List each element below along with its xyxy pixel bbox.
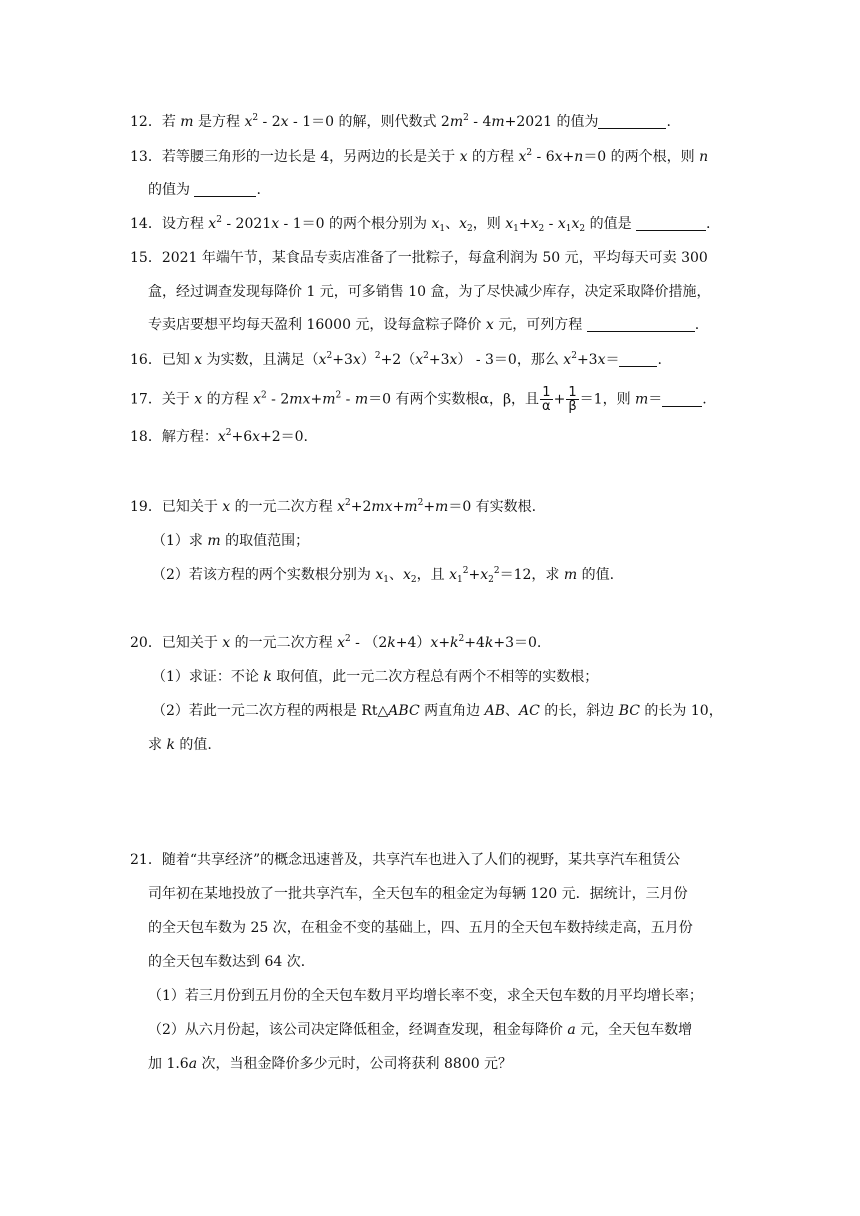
question-20-part-2-line2: 求 k 的值. (148, 737, 212, 753)
question-number: 18． (130, 429, 162, 445)
fraction-1-over-alpha: $\frac{1}{\alpha}$ (542, 385, 551, 414)
answer-blank (587, 317, 695, 332)
question-number: 16． (130, 352, 162, 368)
question-21-part-2-line2: 加 1.6a 次，当租金降价多少元时，公司将获利 8800 元？ (148, 1056, 513, 1072)
question-number: 14． (130, 216, 162, 232)
answer-blank (636, 216, 706, 231)
fraction-1-over-beta: $\frac{1}{\beta}$ (568, 385, 577, 414)
question-21-part-1: （1）若三月份到五月份的全天包车数月平均增长率不变，求全天包车数的月平均增长率； (148, 988, 703, 1004)
question-number: 12． (130, 114, 162, 130)
question-number: 17． (130, 391, 162, 408)
question-20: 20．已知关于 x 的一元二次方程 $x^2 - (2k+4)x+k^2+4k+3=0$. (130, 634, 542, 651)
question-18: 18．解方程：$x^2+6x+2=0$. (130, 428, 309, 445)
question-14: 14．设方程 $x^2 - 2021x - 1=0$ 的两个根分别为 $x_1$、$x_2$，则 $x_1+x_2 - x_1x_2$ 的值是 . (130, 215, 711, 234)
answer-blank (662, 392, 702, 407)
question-21-part-2: （2）从六月份起，该公司决定降低租金，经调查发现，租金每降价 a 元，全天包车数增 (148, 1022, 693, 1038)
question-13: 13．若等腰三角形的一边长是 4，另两边的长是关于 x 的方程 $x^2 - 6x+n=0$ 的两个根，则 n (130, 148, 709, 165)
question-16: 16．已知 x 为实数，且满足$(x^2+3x)^2+2(x^2+3x) - 3=0$，那么 $x^2+3x=$ . (130, 351, 662, 368)
answer-blank (598, 114, 666, 129)
question-19-part-2: （2）若该方程的两个实数根分别为 $x_1$、$x_2$，且 $x_1^2+x_2^2=12$，求 m 的值. (152, 566, 615, 585)
question-number: 19． (130, 499, 162, 515)
question-15-line2: 盒，经过调查发现每降价 1 元，可多销售 10 盒，为了尽快减少库存，决定采取降价措施， (148, 284, 711, 300)
question-number: 15． (130, 250, 162, 266)
question-13-line2: 的值为 . (148, 182, 261, 198)
question-19: 19．已知关于 x 的一元二次方程 $x^2+2mx+m^2+m=0$ 有实数根. (130, 498, 537, 515)
question-17: 17．关于 x 的方程 $x^2 - 2mx+m^2 - m=0$ 有两个实数根α，β，且 $\frac{1}{\alpha}$ + $\frac{1}{\beta}$ ＝1，则 m＝ . (130, 385, 707, 414)
question-19-part-1: （1）求 m 的取值范围； (152, 533, 310, 549)
question-21-line4: 的全天包车数达到 64 次． (148, 954, 315, 970)
question-15: 15．2021 年端午节，某食品专卖店准备了一批粽子，每盒利润为 50 元，平均每天可卖 300 (130, 250, 708, 266)
answer-blank (194, 182, 256, 197)
question-20-part-2: （2）若此一元二次方程的两根是 Rt△ABC 两直角边 AB、AC 的长，斜边 BC 的长为 10， (152, 703, 723, 719)
answer-blank (619, 352, 657, 367)
question-number: 13． (130, 149, 162, 165)
question-20-part-1: （1）求证：不论 k 取何值，此一元二次方程总有两个不相等的实数根； (152, 669, 599, 685)
question-21: 21．随着“共享经济”的概念迅速普及，共享汽车也进入了人们的视野，某共享汽车租赁公 (130, 852, 681, 868)
question-number: 21． (130, 852, 162, 868)
question-21-line3: 的全天包车数为 25 次，在租金不变的基础上，四、五月的全天包车数持续走高，五月份 (148, 920, 693, 936)
question-number: 20． (130, 635, 162, 651)
question-15-line3: 专卖店要想平均每天盈利 16000 元，设每盒粽子降价 x 元，可列方程 . (148, 317, 700, 333)
question-12: 12．若 m 是方程 $x^2 - 2x - 1=0$ 的解，则代数式 $2m^2 - 4m+2021$ 的值为 . (130, 113, 671, 130)
question-21-line2: 司年初在某地投放了一批共享汽车，全天包车的租金定为每辆 120 元．据统计，三月份 (148, 886, 688, 902)
